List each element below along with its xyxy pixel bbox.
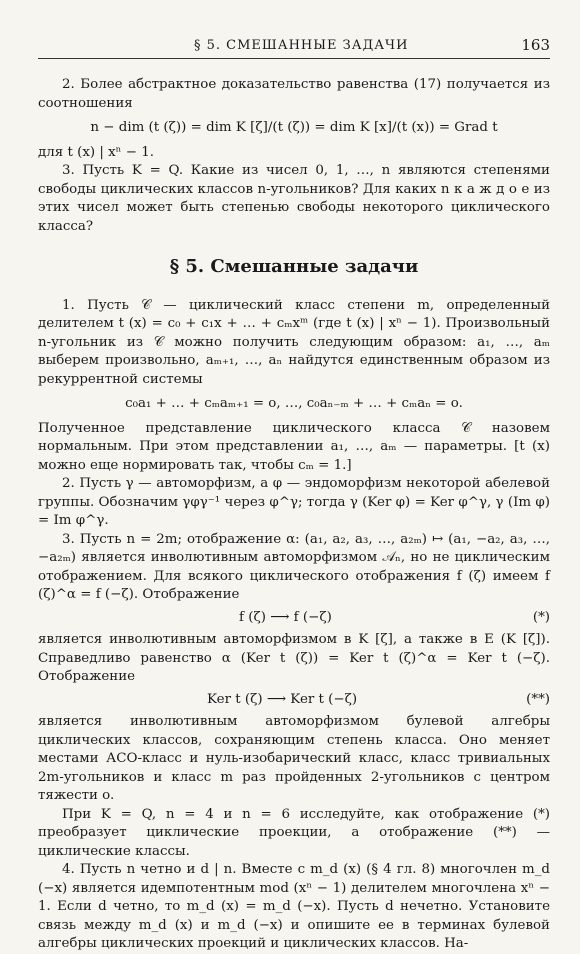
formula-double-star-body: Ker t (ζ) ⟶ Ker t (−ζ) <box>207 691 358 707</box>
paragraph-mixed-1: 1. Пусть 𝒞 — циклический класс степени m, определенный делителем t (x) = c₀ + c₁x + … + cₘxᵐ (где t (x) | xⁿ − 1). Произвольный n-угольник из 𝒞 можно получить следующим образом: a₁, …, aₘ выберем произвольно, aₘ₊₁, …, aₙ найдутся единственным образом из рекуррентной системы <box>38 297 550 387</box>
formula-dim: n − dim (t (ζ)) = dim K [ζ]/(t (ζ)) = dim K [x]/(t (x)) = Grad t <box>90 120 498 135</box>
formula-recurrent-system: c₀a₁ + … + cₘaₘ₊₁ = o, …, c₀aₙ₋ₘ + … + cₘaₙ = o. <box>125 396 463 411</box>
paragraph-investigate: При K = Q, n = 4 и n = 6 исследуйте, как отображение (*) преобразует циклические проекции, а отображение (**) — циклические классы. <box>38 806 550 859</box>
paragraph-involution: является инволютивным автоморфизмом в K [ζ], а также в E (K [ζ]). Справедливо равенство α (Ker t (ζ)) = Ker t (ζ)^α = Ker t (−ζ). Отображение <box>38 632 550 684</box>
paragraph-mixed-2: 2. Пусть γ — автоморфизм, а φ — эндоморфизм некоторой абелевой группы. Обозначим γφγ⁻¹ через φ^γ; тогда γ (Ker φ) = Ker φ^γ, γ (Im φ) = Im φ^γ. <box>38 476 550 528</box>
running-title: § 5. СМЕШАННЫЕ ЗАДАЧИ <box>194 38 409 53</box>
paragraph-problem-2: 2. Более абстрактное доказательство равенства (17) получается из соотношения <box>38 77 550 111</box>
paragraph-problem-3: 3. Пусть K = Q. Какие из чисел 0, 1, …, n являются степенями свободы циклических классов n-угольников? Для каких n к а ж д о е из этих чисел может быть степенью свободы некоторого циклического класса? <box>38 163 550 234</box>
formula-double-star-tag: (**) <box>526 691 550 707</box>
formula-star-body: f (ζ) ⟶ f (−ζ) <box>239 609 332 625</box>
header-rule <box>38 58 550 59</box>
page-number: 163 <box>521 36 550 54</box>
paragraph-mixed-3: 3. Пусть n = 2m; отображение α: (a₁, a₂, a₃, …, a₂ₘ) ↦ (a₁, −a₂, a₃, …, −a₂ₘ) является инволютивным автоморфизмом 𝒜ₙ, но не циклическим отображением. Для всякого циклического отображения f (ζ) имеем f (ζ)^α = f (−ζ). Отображение <box>38 531 550 602</box>
section-title: § 5. Смешанные задачи <box>169 256 419 277</box>
paragraph-mixed-4: 4. Пусть n четно и d | n. Вместе с m_d (x) (§ 4 гл. 8) многочлен m_d (−x) является идемпотентным mod (xⁿ − 1) делителем многочлена xⁿ − 1. Если d четно, то m_d (x) = m_d (−x). Пусть d нечетно. Установите связь между m_d (x) и m_d (−x) и опишите ее в терминах булевой алгебры циклических проекций и циклических классов. На- <box>38 862 550 951</box>
paragraph-normal-representation: Полученное представление циклического класса 𝒞 назовем нормальным. При этом представлении a₁, …, aₘ — параметры. [t (x) можно еще нормировать так, чтобы cₘ = 1.] <box>38 420 550 473</box>
formula-double-star <box>38 691 550 710</box>
paragraph-divisor-condition: для t (x) | xⁿ − 1. <box>38 144 154 160</box>
running-head <box>0 38 580 58</box>
paragraph-boolean-algebra: является инволютивным автоморфизмом булевой алгебры циклических классов, сохраняющим степень класса. Оно меняет местами АСО-класс и нуль-изобарический класс, класс тривиальных 2m-угольников и класс m раз пройденных 2-угольников с центром тяжести o. <box>38 714 550 803</box>
page-body <box>38 76 550 954</box>
formula-star-tag: (*) <box>532 609 550 625</box>
formula-star <box>38 609 550 628</box>
